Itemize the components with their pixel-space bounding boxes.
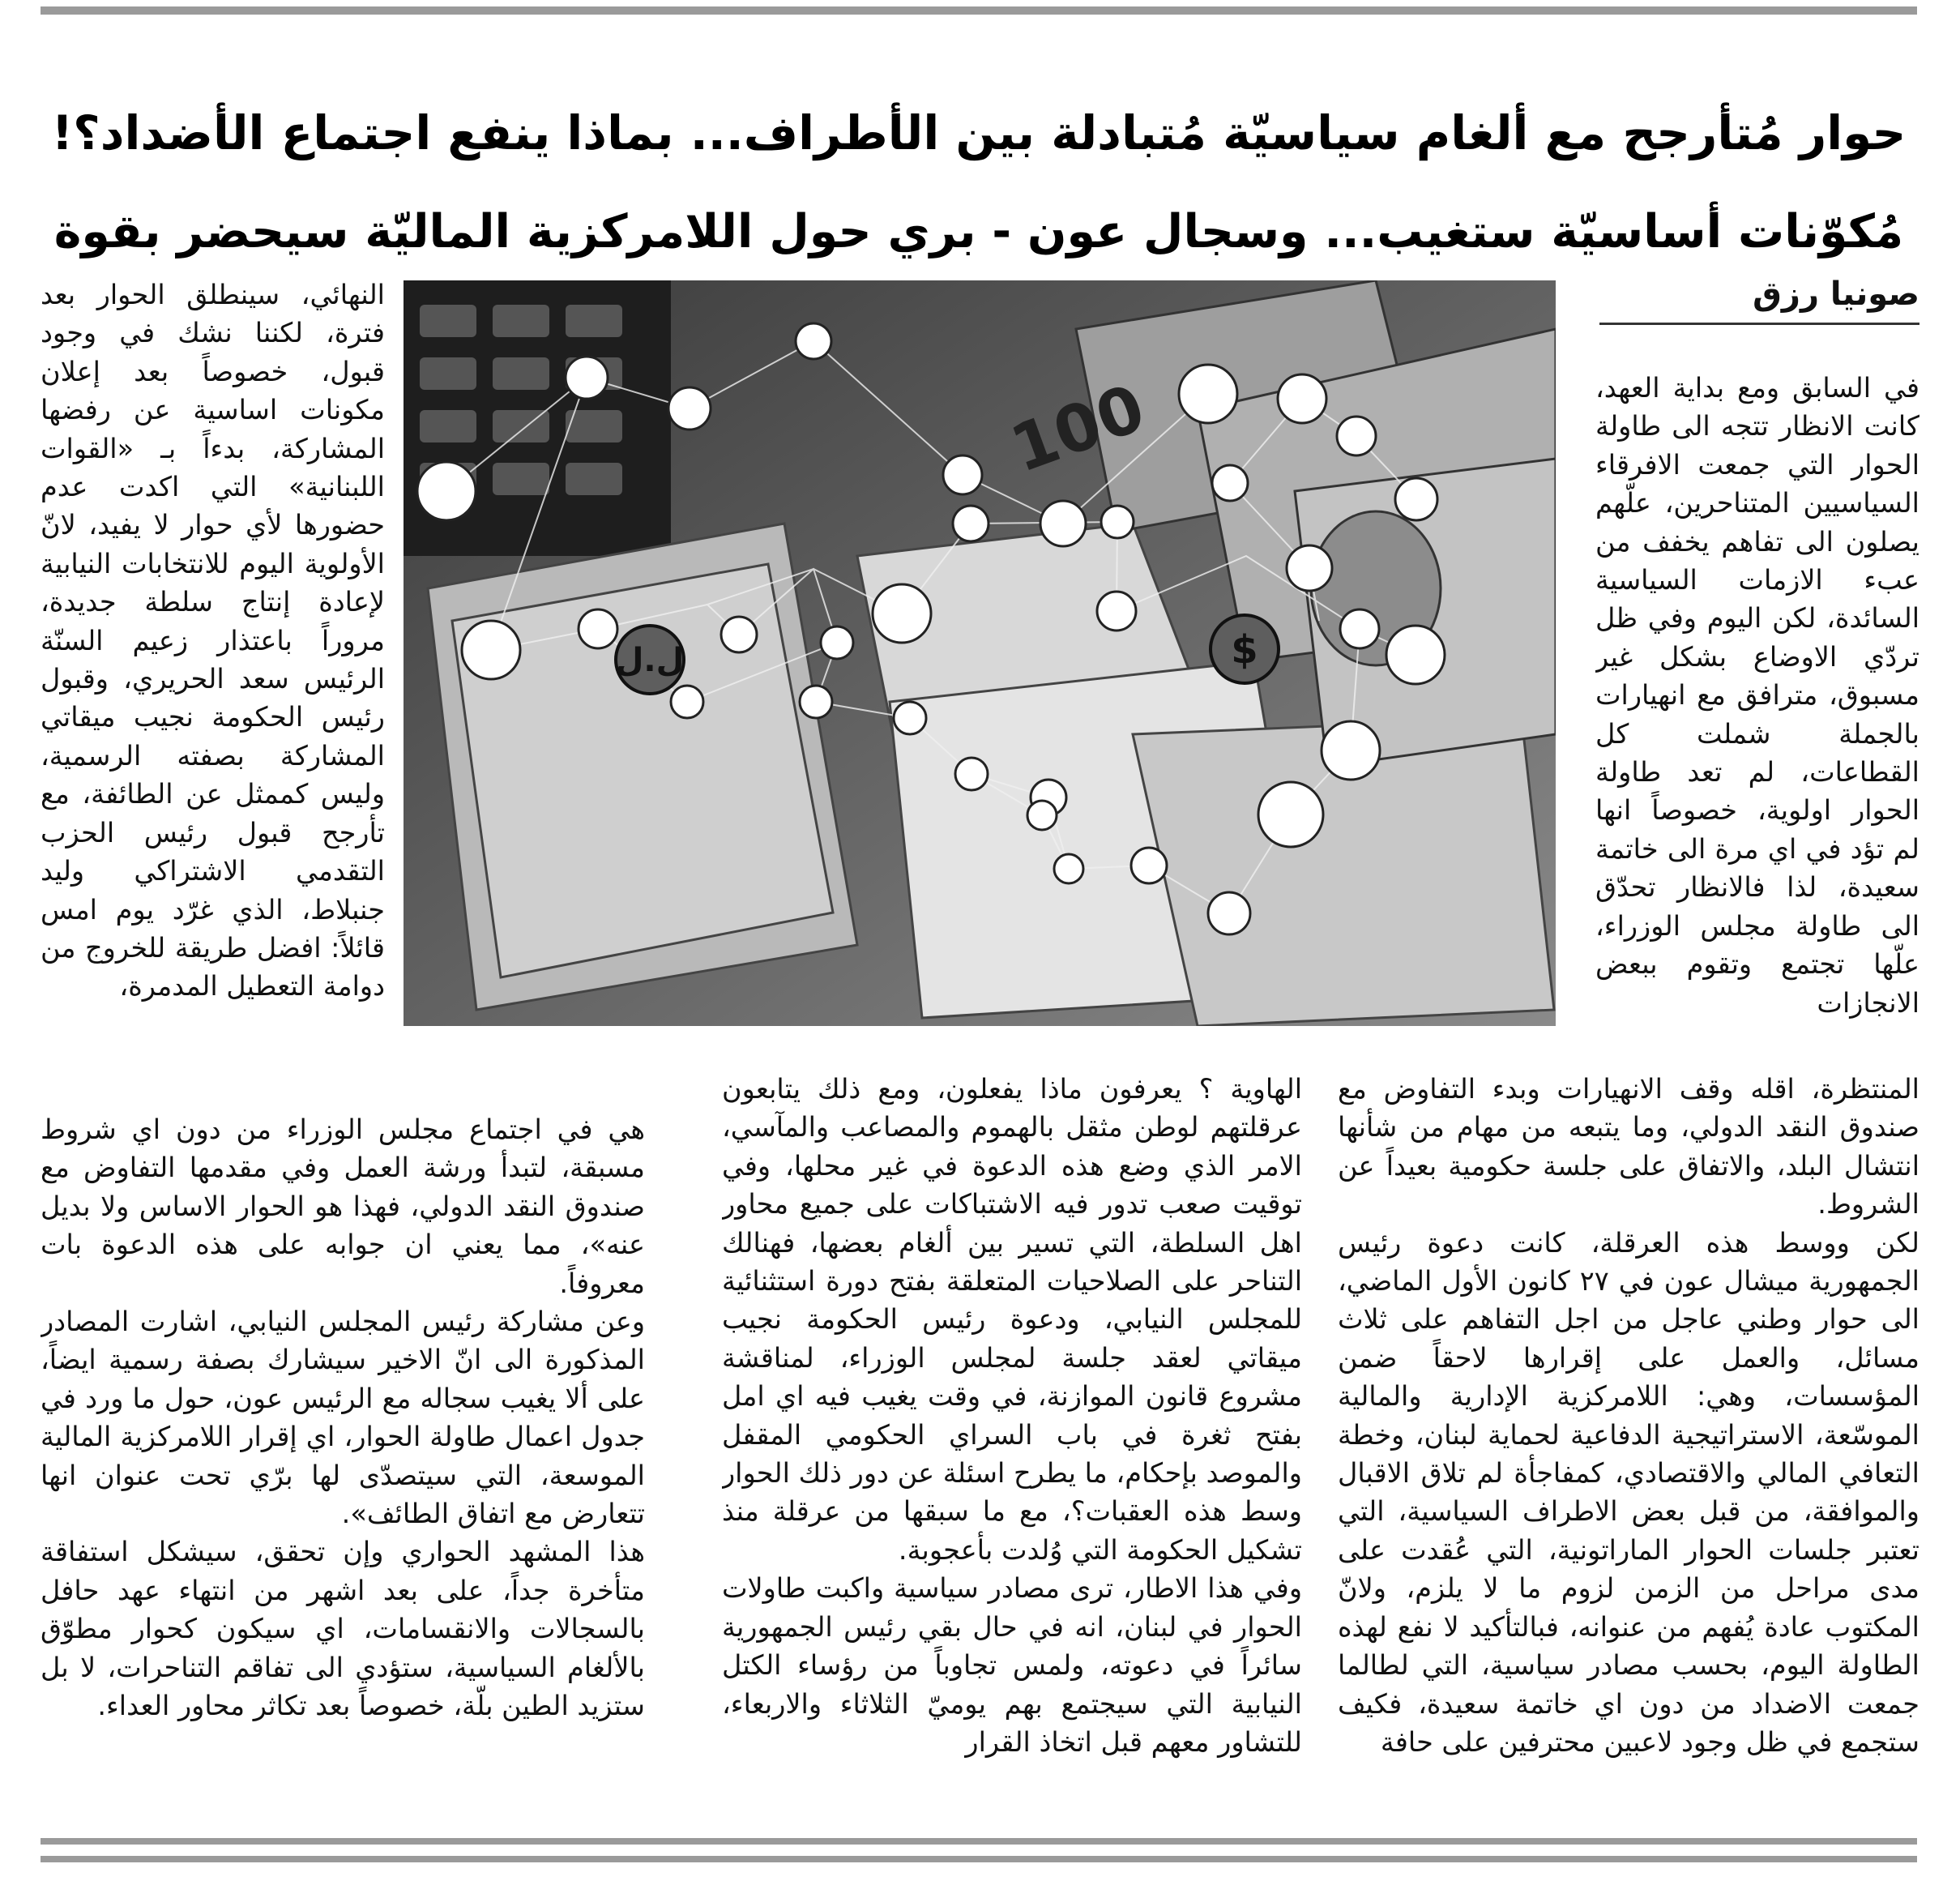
banknotes-network-image bbox=[404, 280, 1556, 1026]
bottom-rule bbox=[41, 1856, 1917, 1862]
column-right-bottom bbox=[1338, 1070, 1919, 1832]
column-left-top bbox=[41, 276, 385, 1102]
paragraph: وعن مشاركة رئيس المجلس النيابي، اشارت المصادر المذكورة الى انّ الاخير سيشارك بصفة رسمية ايضاً، على ألا يغيب سجاله مع الرئيس عون، حول ما ورد في جدول اعمال طاولة الحوار، اي إقرار اللامركزية المالية الموسعة، التي سيتصدّى لها برّي تحت عنوان انها تتعارض مع اتفاق الطائف». bbox=[41, 1306, 645, 1530]
paragraph: وفي هذا الاطار، ترى مصادر سياسية واكبت طاولات الحوار في لبنان، انه في حال بقي رئيس الجمهورية سائراً في دعوته، ولمس تجاوباً من رؤساء الكتل النيابية التي سيجتمع بهم يوميّ الثلاثاء والاربعاء، للتشاور معهم قبل اتخاذ القرار bbox=[722, 1572, 1302, 1758]
column-right-top bbox=[1595, 369, 1919, 1066]
dollar-symbol: $ bbox=[1231, 627, 1258, 673]
paragraph: المنتظرة، اقله وقف الانهيارات وبدء التفاوض مع صندوق النقد الدولي، وما يتبعه من مهام من شأنها انتشال البلد، والاتفاق على جلسة حكومية بعيداً عن الشروط. bbox=[1338, 1073, 1919, 1221]
headline-line-1: حوار مُتأرجح مع ألغام سياسيّة مُتبادلة بين الأطراف... بماذا ينفع اجتماع الأضداد؟! bbox=[51, 105, 1907, 160]
bottom-rule bbox=[41, 1838, 1917, 1845]
byline: صونيا رزق bbox=[1599, 276, 1919, 325]
headline-line-2: مُكوّنات أساسيّة ستغيب... وسجال عون - بري حول اللامركزية الماليّة سيحضر بقوة bbox=[53, 205, 1904, 259]
article-photo bbox=[404, 280, 1556, 1026]
dollar-badge bbox=[1211, 615, 1279, 683]
lira-badge bbox=[616, 626, 685, 694]
paragraph: لكن ووسط هذه العرقلة، كانت دعوة رئيس الجمهورية ميشال عون في ٢٧ كانون الأول الماضي، الى حوار وطني عاجل من اجل التفاهم على ثلاث مسائل، والعمل على إقرارها لاحقاً ضمن المؤسسات، وهي: اللامركزية الإدارية والمالية الموسّعة، الاستراتيجية الدفاعية لحماية لبنان، وخطة التعافي المالي والاقتصادي، كمفاجأة لم تلاق الاقبال والموافقة، من قبل بعض الاطراف السياسية، التي تعتبر جلسات الحوار الماراتونية، التي عُقدت على مدى مراحل من الزمن لزوم ما لا يلزم، ولانّ المكتوب عادة يُفهم من عنوانه، فبالتأكيد لا نفع لهذه الطاولة اليوم، بحسب مصادر سياسية، التي لطالما جمعت الاضداد من دون اي خاتمة سعيدة، فكيف ستجمع في ظل وجود لاعبين محترفين على حافة bbox=[1338, 1226, 1919, 1758]
paragraph: هذا المشهد الحواري وإن تحقق، سيشكل استفاقة متأخرة جداً، على بعد اشهر من انتهاء عهد حافل بالسجالات والانقسامات، اي سيكون كحوار مطوّق بالألغام السياسية، ستؤدي الى تفاقم التناحرات، لا بل ستزيد الطين بلّة، خصوصاً بعد تكاثر محاور العداء. bbox=[41, 1536, 645, 1722]
column-left-bottom bbox=[41, 1110, 645, 1832]
top-rule bbox=[41, 6, 1917, 15]
paragraph: النهائي، سينطلق الحوار بعد فترة، لكننا نشك في وجود قبول، خصوصاً بعد إعلان مكونات اساسية عن رفضها المشاركة، بدءاً بـ «القوات اللبنانية» التي اكدت عدم حضورها لأي حوار لا يفيد، لانّ الأولوية اليوم للانتخابات النيابية لإعادة إنتاج سلطة جديدة، مروراً باعتذار زعيم السنّة الرئيس سعد الحريري، وقبول رئيس الحكومة نجيب ميقاتي المشاركة بصفته الرسمية، وليس كممثل عن الطائفة، مع تأرجح قبول رئيس الحزب التقدمي الاشتراكي وليد جنبلاط، الذي غرّد يوم امس قائلاً: افضل طريقة للخروج من دوامة التعطيل المدمرة، bbox=[41, 279, 385, 1002]
lira-symbol: ل.ل bbox=[615, 642, 685, 679]
bill-denomination: 100 bbox=[1001, 370, 1155, 487]
column-middle bbox=[722, 1070, 1302, 1832]
paragraph: هي في اجتماع مجلس الوزراء من دون اي شروط مسبقة، لتبدأ ورشة العمل وفي مقدمها التفاوض مع صندوق النقد الدولي، فهذا هو الحوار الاساس ولا بديل عنه»، مما يعني ان جوابه على هذه الدعوة بات معروفاً. bbox=[41, 1114, 645, 1299]
paragraph: في السابق ومع بداية العهد، كانت الانظار تتجه الى طاولة الحوار التي جمعت الافرقاء السياسيين المتناحرين، علّهم يصلون الى تفاهم يخفف من عبء الازمات السياسية السائدة، لكن اليوم وفي ظل تردّي الاوضاع بشكل غير مسبوق، مترافق مع انهيارات بالجملة شملت كل القطاعات، لم تعد طاولة الحوار اولوية، خصوصاً انها لم تؤد في اي مرة الى خاتمة سعيدة، لذا فالانظار تحدّق الى طاولة مجلس الوزراء، علّها تجتمع وتقوم ببعض الانجازات bbox=[1595, 372, 1919, 1019]
paragraph: الهاوية ؟ يعرفون ماذا يفعلون، ومع ذلك يتابعون عرقلتهم لوطن مثقل بالهموم والمصاعب والمآسي، الامر الذي وضع هذه الدعوة في غير محلها، وفي توقيت صعب تدور فيه الاشتباكات على جميع محاور اهل السلطة، التي تسير بين ألغام بعضها، فهنالك التناحر على الصلاحيات المتعلقة بفتح دورة استثنائية للمجلس النيابي، ودعوة رئيس الحكومة نجيب ميقاتي لعقد جلسة لمجلس الوزراء، لمناقشة مشروع قانون الموازنة، في وقت يغيب فيه اي امل بفتح ثغرة في باب السراي الحكومي المقفل والموصد بإحكام، ما يطرح اسئلة عن دور ذلك الحوار وسط هذه العقبات؟، مع ما سبقها من عرقلة منذ تشكيل الحكومة التي وُلدت بأعجوبة. bbox=[722, 1073, 1302, 1566]
